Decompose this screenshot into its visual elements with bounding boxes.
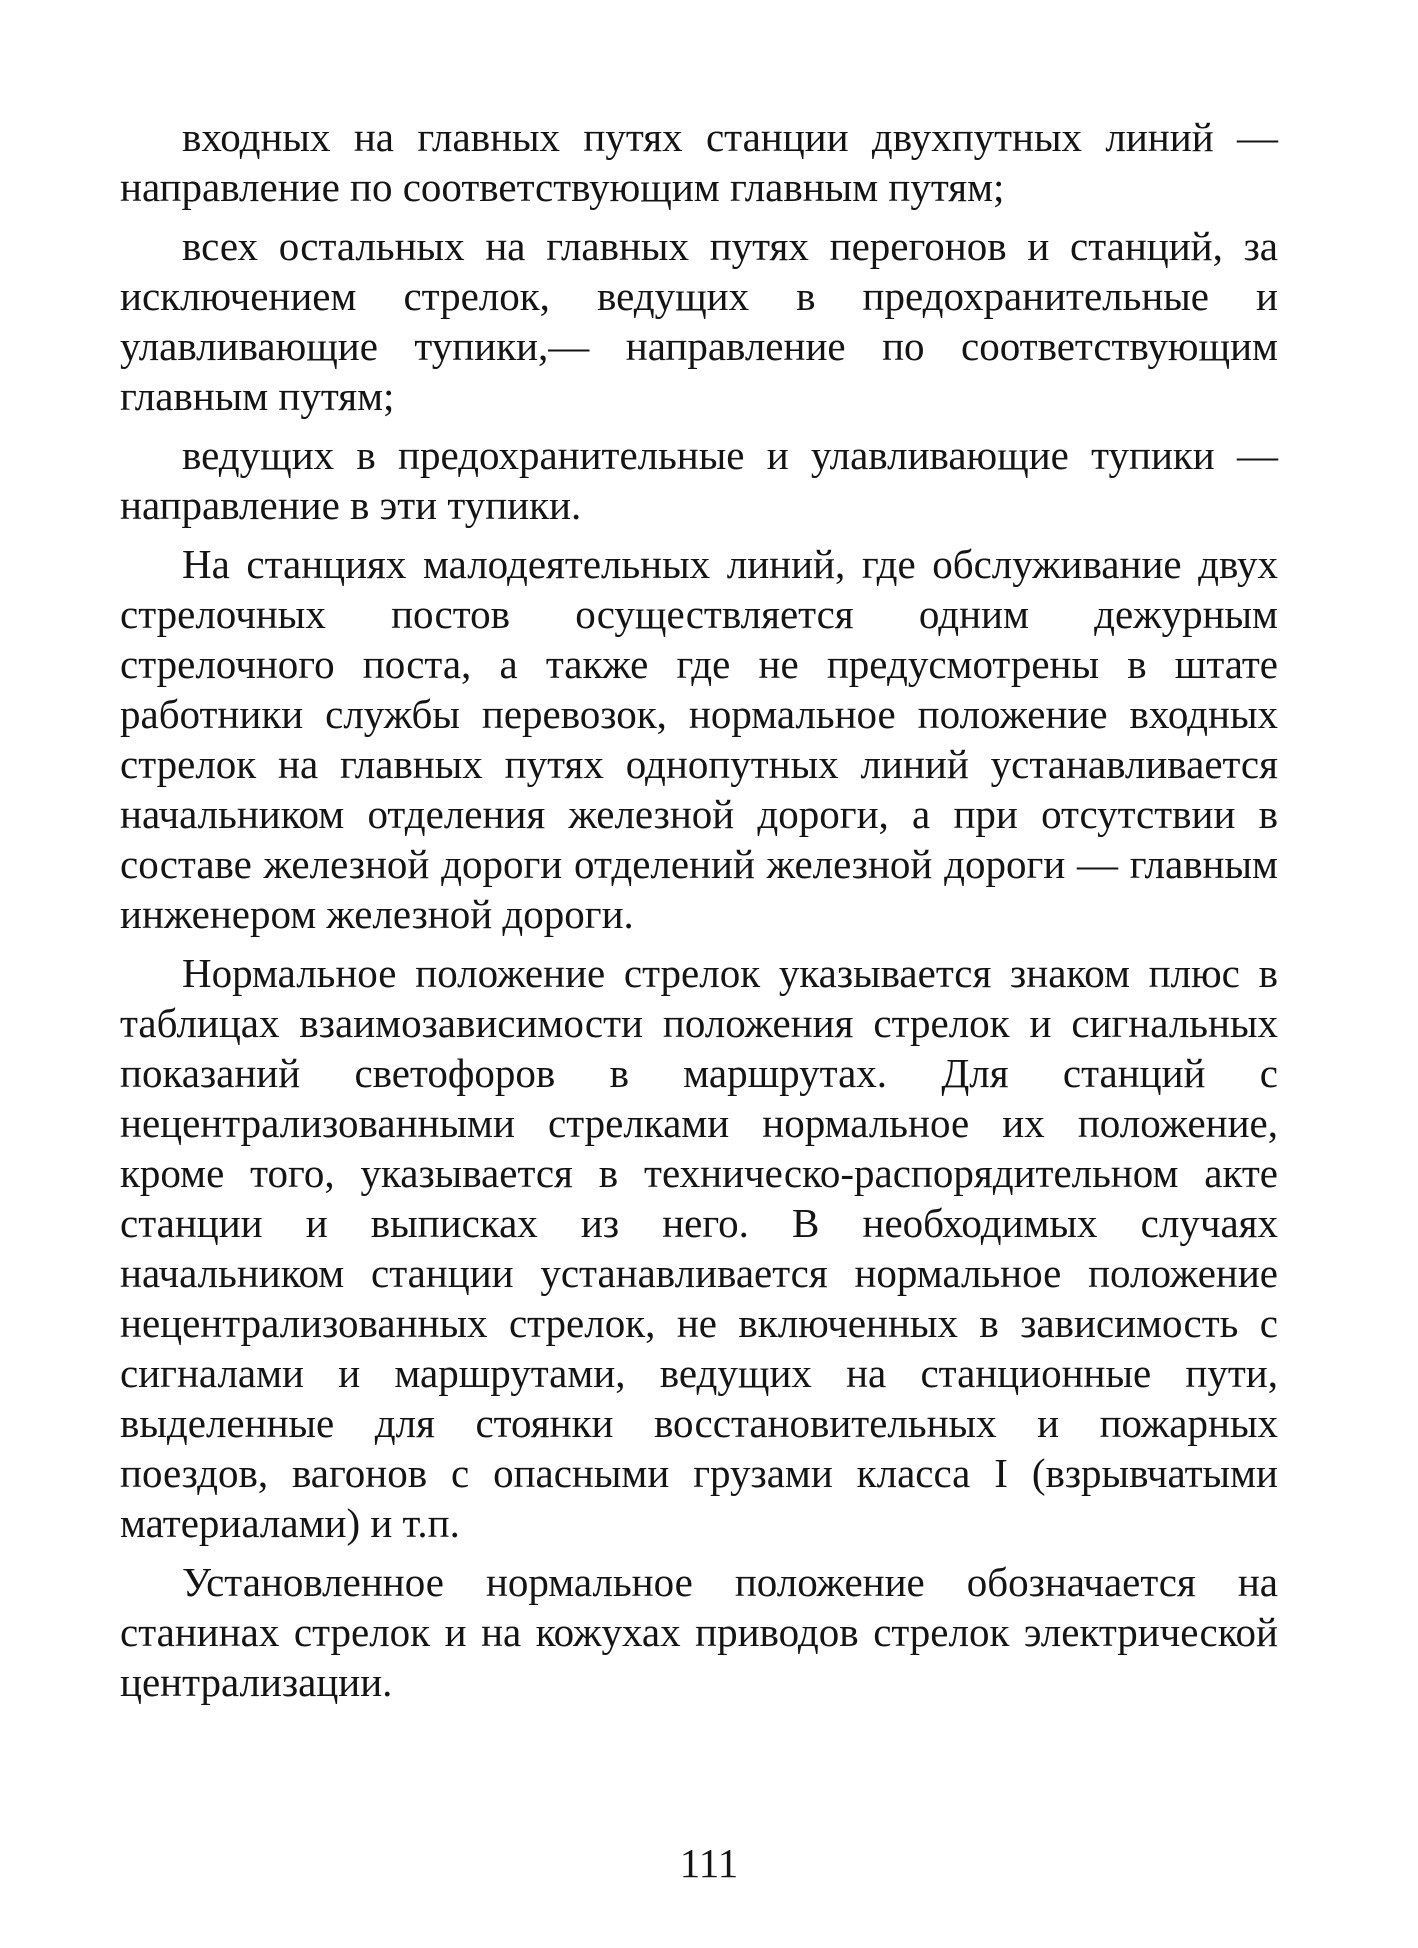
paragraph-3: ведущих в предохранительные и улавливающие тупики — направление в эти тупики. xyxy=(120,432,1278,528)
paragraph-2: всех остальных на главных путях перегонов и станций, за исключением стрелок, ведущих в предохранительные и улавливающие тупики,— направление по соответствующим главным путям; xyxy=(120,223,1278,419)
paragraph-1: входных на главных путях станции двухпутных линий — направление по соответствующим главным путям; xyxy=(120,114,1278,210)
paragraph-6: Установленное нормальное положение обозначается на станинах стрелок и на кожухах приводов стрелок электрической централизации. xyxy=(120,1559,1278,1705)
paragraph-5: Нормальное положение стрелок указывается знаком плюс в таблицах взаимозависимости положения стрелок и сигнальных показаний светофоров в маршрутах. Для станций с нецентрализованными стрелками нормальное их положение, кроме того, указывается в техническо-распорядительном акте станции и выписках из него. В необходимых случаях начальником станции устанавливается нормальное положение нецентрализованных стрелок, не включенных в зависимость с сигналами и маршрутами, ведущих на станционные пути, выделенные для стоянки восстановительных и пожарных поездов, вагонов с опасными грузами класса I (взрывчатыми материалами) и т.п. xyxy=(120,950,1278,1546)
paragraph-4: На станциях малодеятельных линий, где обслуживание двух стрелочных постов осуществляется одним дежурным стрелочного поста, а также где не предусмотрены в штате работники службы перевозок, нормальное положение входных стрелок на главных путях однопутных линий устанавливается начальником отделения железной дороги, а при отсутствии в составе железной дороги отделений железной дороги — главным инженером железной дороги. xyxy=(120,541,1278,937)
page-number: 111 xyxy=(679,1840,739,1886)
page-body xyxy=(120,112,1278,1716)
